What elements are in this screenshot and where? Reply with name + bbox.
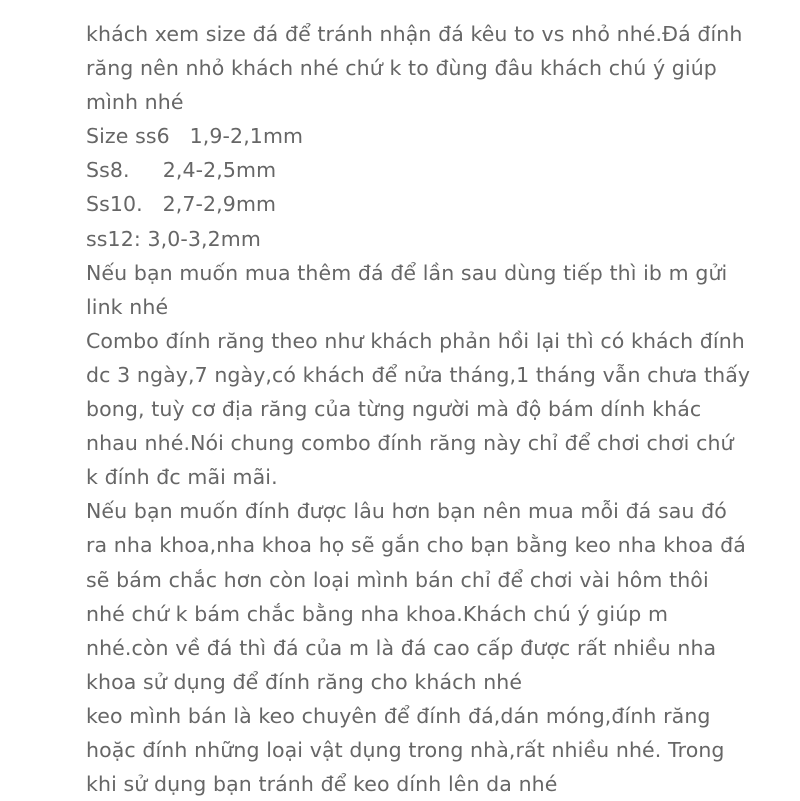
note-line: Nếu bạn muốn đính được lâu hơn bạn nên mua mỗi đá sau đó bbox=[86, 499, 727, 524]
note-text-body bbox=[86, 17, 786, 801]
note-line: bong, tuỳ cơ địa răng của từng người mà độ bám dính khác bbox=[86, 397, 702, 422]
note-line: mình nhé bbox=[86, 90, 184, 115]
note-line: sẽ bám chắc hơn còn loại mình bán chỉ để chơi vài hôm thôi bbox=[86, 567, 709, 592]
note-line: ra nha khoa,nha khoa họ sẽ gắn cho bạn bằng keo nha khoa đá bbox=[86, 533, 746, 558]
size-ss6-line: Size ss6 1,9-2,1mm bbox=[86, 124, 304, 149]
note-line: răng nên nhỏ khách nhé chứ k to đùng đâu khách chú ý giúp bbox=[86, 56, 717, 81]
note-line: link nhé bbox=[86, 294, 169, 319]
note-line: nhé.còn về đá thì đá của m là đá cao cấp được rất nhiều nha bbox=[86, 635, 717, 660]
note-line: dc 3 ngày,7 ngày,có khách để nửa tháng,1 tháng vẫn chưa thấy bbox=[86, 362, 751, 387]
note-line: hoặc đính những loại vật dụng trong nhà,rất nhiều nhé. Trong bbox=[86, 737, 725, 762]
note-line: Combo đính răng theo như khách phản hồi lại thì có khách đính bbox=[86, 328, 745, 353]
size-ss12-line: ss12: 3,0-3,2mm bbox=[86, 226, 261, 251]
note-line: khách xem size đá để tránh nhận đá kêu to vs nhỏ nhé.Đá đính bbox=[86, 22, 743, 46]
note-line: Nếu bạn muốn mua thêm đá để lần sau dùng tiếp thì ib m gửi bbox=[86, 260, 728, 285]
note-line: nhau nhé.Nói chung combo đính răng này chỉ để chơi chơi chứ bbox=[86, 431, 734, 456]
size-ss8-line: Ss8. 2,4-2,5mm bbox=[86, 158, 277, 183]
note-line: k đính đc mãi mãi. bbox=[86, 465, 278, 490]
note-line: nhé chứ k bám chắc bằng nha khoa.Khách chú ý giúp m bbox=[86, 601, 669, 626]
size-ss10-line: Ss10. 2,7-2,9mm bbox=[86, 192, 277, 217]
note-line: khi sử dụng bạn tránh để keo dính lên da nhé bbox=[86, 772, 558, 797]
note-line: keo mình bán là keo chuyên để đính đá,dán móng,đính răng bbox=[86, 703, 711, 728]
note-line: khoa sử dụng để đính răng cho khách nhé bbox=[86, 669, 523, 694]
